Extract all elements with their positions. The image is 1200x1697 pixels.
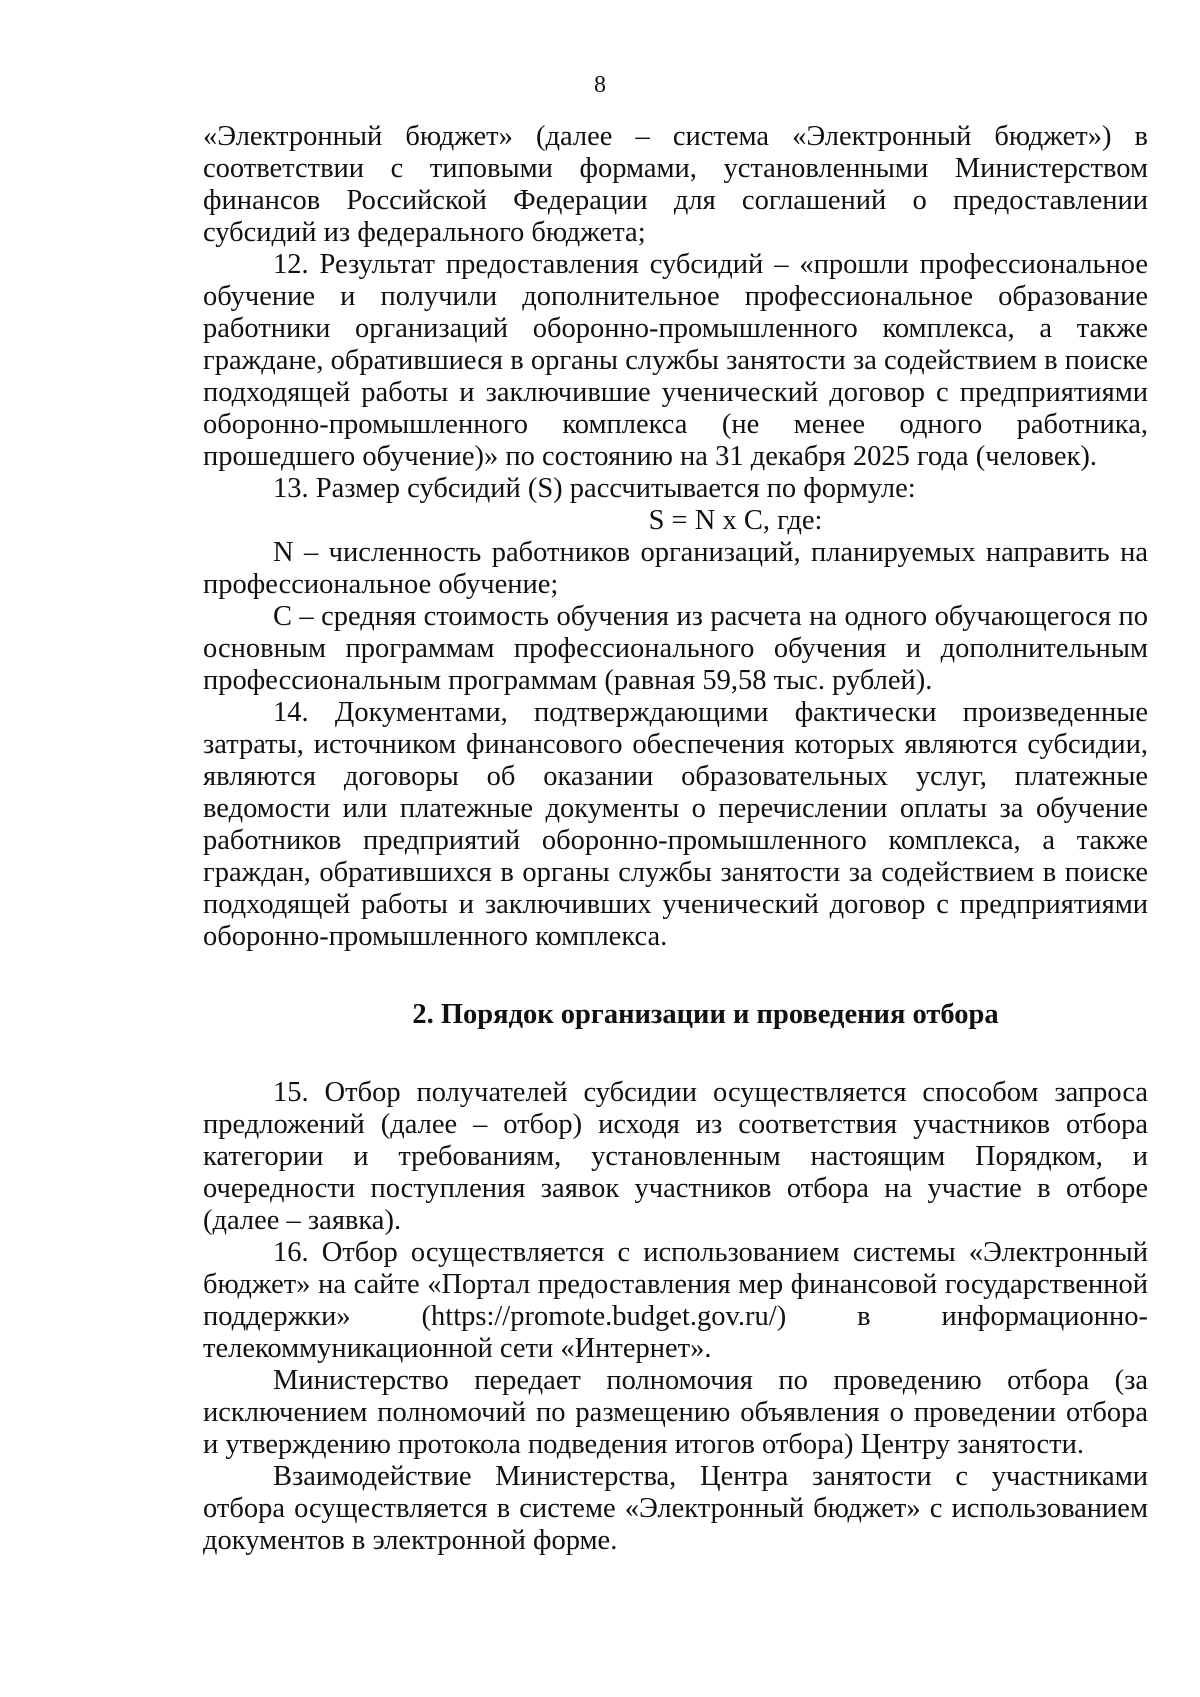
paragraph-16: 16. Отбор осуществляется с использованием системы «Электронный бюджет» на сайте «Портал предоставления мер финансовой государственной поддержки» (https://promote.budget.gov.ru/) в информационно-телекоммуникационной сети «Интернет». [203,1237,1148,1364]
paragraph-12: 12. Результат предоставления субсидий – «прошли профессиональное обучение и получили дополнительное профессиональное образование работники организаций оборонно-промышленного комплекса, а также граждане, обратившиеся в органы службы занятости за содействием в поиске подходящей работы и заключившие ученический договор с предприятиями оборонно-промышленного комплекса (не менее одного работника, прошедшего обучение)» по состоянию на 31 декабря 2025 года (человек). [203,249,1148,472]
paragraph-interaction: Взаимодействие Министерства, Центра занятости с участниками отбора осуществляется в системе «Электронный бюджет» с использованием документов в электронной форме. [203,1461,1148,1556]
document-body [203,121,1148,1557]
paragraph-15: 15. Отбор получателей субсидии осуществляется способом запроса предложений (далее – отбор) исходя из соответствия участников отбора категории и требованиям, установленным настоящим Порядком, и очередности поступления заявок участников отбора на участие в отборе (далее – заявка). [203,1077,1148,1236]
paragraph-13: 13. Размер субсидий (S) рассчитывается по формуле: [273,473,916,504]
formula: S = N x C, где: [648,505,823,536]
paragraph-continuation: «Электронный бюджет» (далее – система «Электронный бюджет») в соответствии с типовыми формами, установленными Министерством финансов Российской Федерации для соглашений о предоставлении субсидий из федерального бюджета; [203,121,1148,248]
definition-n: N – численность работников организаций, планируемых направить на профессиональное обучение; [203,537,1148,600]
definition-c: C – средняя стоимость обучения из расчета на одного обучающегося по основным программам профессионального обучения и дополнительным профессиональным программам (равная 59,58 тыс. рублей). [203,601,1148,696]
paragraph-ministry: Министерство передает полномочия по проведению отбора (за исключением полномочий по размещению объявления о проведении отбора и утверждению протокола подведения итогов отбора) Центру занятости. [203,1365,1148,1460]
paragraph-14: 14. Документами, подтверждающими фактически произведенные затраты, источником финансового обеспечения которых являются субсидии, являются договоры об оказании образовательных услуг, платежные ведомости или платежные документы о перечислении оплаты за обучение работников предприятий оборонно-промышленного комплекса, а также граждан, обратившихся в органы службы занятости за содействием в поиске подходящей работы и заключивших ученический договор с предприятиями оборонно-промышленного комплекса. [203,697,1148,952]
section-heading: 2. Порядок организации и проведения отбора [412,999,999,1030]
page-number: 8 [594,72,606,98]
